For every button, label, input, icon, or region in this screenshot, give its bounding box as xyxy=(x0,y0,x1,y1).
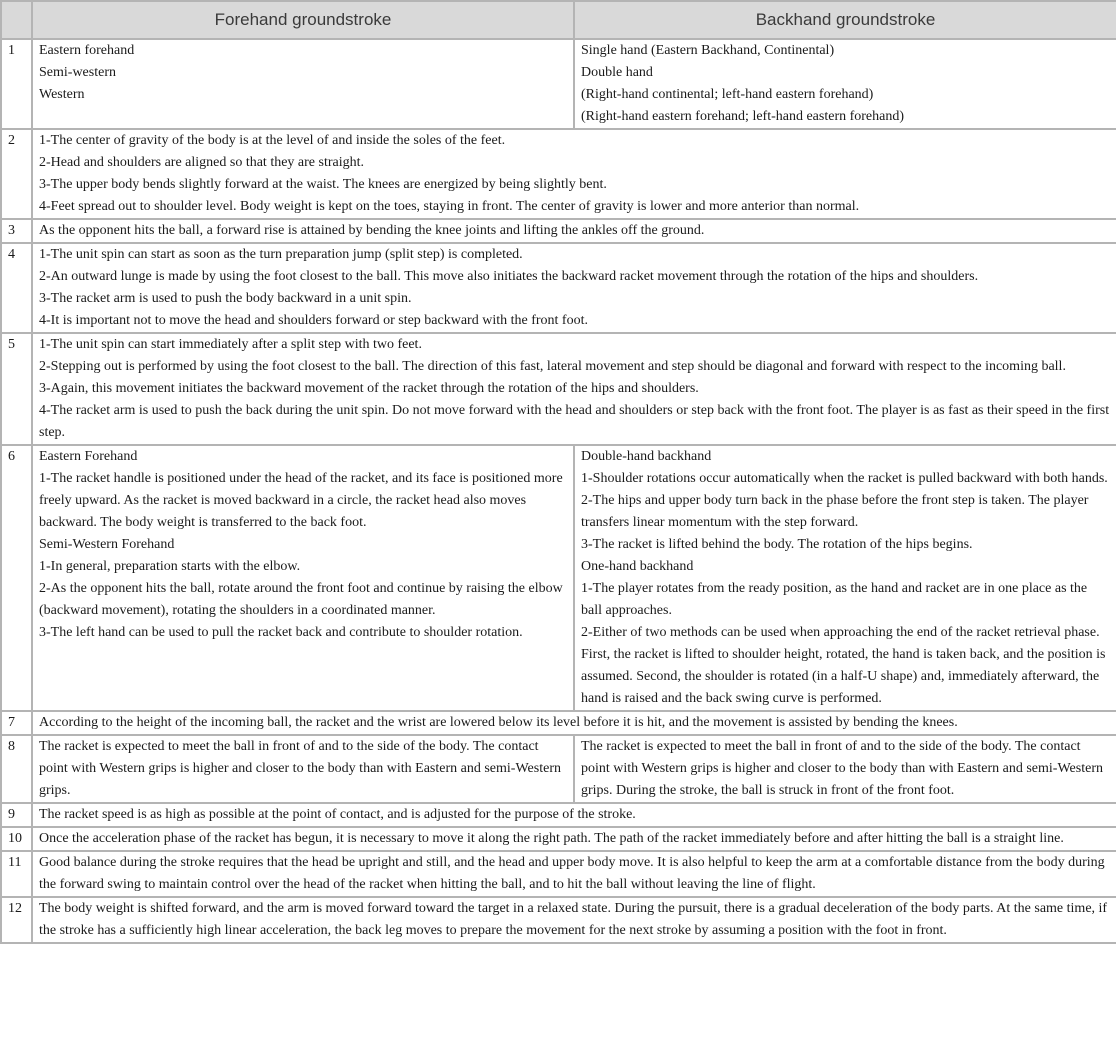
table-row xyxy=(1,827,1116,851)
row-number: 2 xyxy=(1,129,32,219)
header-number xyxy=(1,1,32,39)
table-row xyxy=(1,803,1116,827)
table-row xyxy=(1,851,1116,897)
cell-line: 3-The upper body bends slightly forward at the waist. The knees are energized by being slightly bent. xyxy=(39,177,607,192)
row-number: 6 xyxy=(1,445,32,711)
cell-line: (Right-hand eastern forehand; left-hand eastern forehand) xyxy=(581,109,905,124)
table-header-row xyxy=(1,1,1116,39)
cell-line: Semi-western xyxy=(39,65,116,80)
forehand-cell xyxy=(32,445,574,711)
shared-description-cell xyxy=(32,129,1116,219)
cell-line: 3-Again, this movement initiates the backward movement of the racket through the rotation of the hips and shoulders. xyxy=(39,381,699,396)
cell-line: Single hand (Eastern Backhand, Continental) xyxy=(581,43,835,58)
table-row xyxy=(1,129,1116,219)
table-body xyxy=(1,39,1116,943)
table-row xyxy=(1,711,1116,735)
cell-line: Double-hand backhand xyxy=(581,449,712,464)
backhand-cell xyxy=(574,445,1116,711)
cell-line: 2-As the opponent hits the ball, rotate around the front foot and continue by raising the elbow (backward movement), rotating the shoulders in a coordinated manner. xyxy=(39,581,563,618)
cell-line: 1-The unit spin can start immediately after a split step with two feet. xyxy=(39,337,422,352)
table-row xyxy=(1,897,1116,943)
table-row xyxy=(1,735,1116,803)
cell-line: One-hand backhand xyxy=(581,559,694,574)
row-number: 11 xyxy=(1,851,32,897)
row-number: 7 xyxy=(1,711,32,735)
cell-line: 1-The racket handle is positioned under the head of the racket, and its face is positioned more freely upward. As the racket is moved backward in a circle, the racket head also moves backward. The body weight is transferred to the back foot. xyxy=(39,471,563,530)
cell-line: The body weight is shifted forward, and the arm is moved forward toward the target in a relaxed state. During the pursuit, there is a gradual deceleration of the body parts. At the same time, if the stroke has a sufficiently high linear acceleration, the back leg moves to prepare the movement for the next stroke by assuming a position with the foot in front. xyxy=(39,901,1108,938)
shared-description-cell xyxy=(32,803,1116,827)
row-number: 5 xyxy=(1,333,32,445)
header-backhand: Backhand groundstroke xyxy=(574,1,1116,39)
cell-line: Once the acceleration phase of the racket has begun, it is necessary to move it along the right path. The path of the racket immediately before and after hitting the ball is a straight line. xyxy=(39,831,1064,846)
forehand-cell xyxy=(32,39,574,129)
cell-line: 4-It is important not to move the head and shoulders forward or step backward with the front foot. xyxy=(39,313,588,328)
header-forehand: Forehand groundstroke xyxy=(32,1,574,39)
cell-line: 2-Stepping out is performed by using the foot closest to the ball. The direction of this fast, lateral movement and step should be diagonal and forward with respect to the incoming ball. xyxy=(39,359,1066,374)
cell-line: Western xyxy=(39,87,85,102)
shared-description-cell xyxy=(32,851,1116,897)
row-number: 8 xyxy=(1,735,32,803)
cell-line: The racket is expected to meet the ball in front of and to the side of the body. The contact point with Western grips is higher and closer to the body than with Eastern and semi-Western grips. xyxy=(39,739,561,798)
cell-line: 4-The racket arm is used to push the back during the unit spin. Do not move forward with the head and shoulders or step back with the front foot. The player is as fast as their speed in the first step. xyxy=(39,403,1110,440)
table-row xyxy=(1,333,1116,445)
cell-line: The racket is expected to meet the ball in front of and to the side of the body. The contact point with Western grips is higher and closer to the body than with Eastern and semi-Western grips. During the stroke, the ball is struck in front of the front foot. xyxy=(581,739,1103,798)
shared-description-cell xyxy=(32,711,1116,735)
cell-line: 2-Either of two methods can be used when approaching the end of the racket retrieval phase. First, the racket is lifted to shoulder height, rotated, the hand is taken back, and the position is assumed. Second, the shoulder is rotated (in a half-U shape) and, immediately afterward, the hand is raised and the back swing curve is performed. xyxy=(581,625,1106,706)
table-row xyxy=(1,445,1116,711)
cell-line: 3-The left hand can be used to pull the racket back and contribute to shoulder rotation. xyxy=(39,625,523,640)
cell-line: 4-Feet spread out to shoulder level. Body weight is kept on the toes, staying in front. The center of gravity is lower and more anterior than normal. xyxy=(39,199,860,214)
shared-description-cell xyxy=(32,219,1116,243)
cell-line: Double hand xyxy=(581,65,653,80)
cell-line: (Right-hand continental; left-hand eastern forehand) xyxy=(581,87,874,102)
cell-line: Semi-Western Forehand xyxy=(39,537,175,552)
cell-line: 3-The racket arm is used to push the body backward in a unit spin. xyxy=(39,291,412,306)
cell-line: Eastern Forehand xyxy=(39,449,138,464)
table-row xyxy=(1,39,1116,129)
cell-line: 2-Head and shoulders are aligned so that they are straight. xyxy=(39,155,365,170)
cell-line: 3-The racket is lifted behind the body. The rotation of the hips begins. xyxy=(581,537,973,552)
row-number: 10 xyxy=(1,827,32,851)
backhand-cell xyxy=(574,735,1116,803)
cell-line: The racket speed is as high as possible at the point of contact, and is adjusted for the purpose of the stroke. xyxy=(39,807,636,822)
cell-line: 1-In general, preparation starts with the elbow. xyxy=(39,559,301,574)
cell-line: 1-The center of gravity of the body is at the level of and inside the soles of the feet. xyxy=(39,133,506,148)
cell-line: 2-The hips and upper body turn back in the phase before the front step is taken. The player transfers linear momentum with the step forward. xyxy=(581,493,1089,530)
shared-description-cell xyxy=(32,333,1116,445)
cell-line: 1-The player rotates from the ready position, as the hand and racket are in one place as the ball approaches. xyxy=(581,581,1088,618)
shared-description-cell xyxy=(32,897,1116,943)
cell-line: 2-An outward lunge is made by using the foot closest to the ball. This move also initiates the backward racket movement through the rotation of the hips and shoulders. xyxy=(39,269,979,284)
table-row xyxy=(1,243,1116,333)
table-row xyxy=(1,219,1116,243)
shared-description-cell xyxy=(32,243,1116,333)
row-number: 4 xyxy=(1,243,32,333)
cell-line: As the opponent hits the ball, a forward rise is attained by bending the knee joints and lifting the ankles off the ground. xyxy=(39,223,705,238)
row-number: 3 xyxy=(1,219,32,243)
cell-line: According to the height of the incoming ball, the racket and the wrist are lowered below its level before it is hit, and the movement is assisted by bending the knees. xyxy=(39,715,958,730)
cell-line: 1-The unit spin can start as soon as the turn preparation jump (split step) is completed. xyxy=(39,247,523,262)
forehand-cell xyxy=(32,735,574,803)
shared-description-cell xyxy=(32,827,1116,851)
row-number: 1 xyxy=(1,39,32,129)
row-number: 9 xyxy=(1,803,32,827)
row-number: 12 xyxy=(1,897,32,943)
backhand-cell xyxy=(574,39,1116,129)
cell-line: Good balance during the stroke requires that the head be upright and still, and the head and upper body move. It is also helpful to keep the arm at a comfortable distance from the body during the forward swing to maintain control over the head of the racket when hitting the ball, and to hit the ball without leaving the line of flight. xyxy=(39,855,1105,892)
cell-line: 1-Shoulder rotations occur automatically when the racket is pulled backward with both hands. xyxy=(581,471,1108,486)
cell-line: Eastern forehand xyxy=(39,43,135,58)
